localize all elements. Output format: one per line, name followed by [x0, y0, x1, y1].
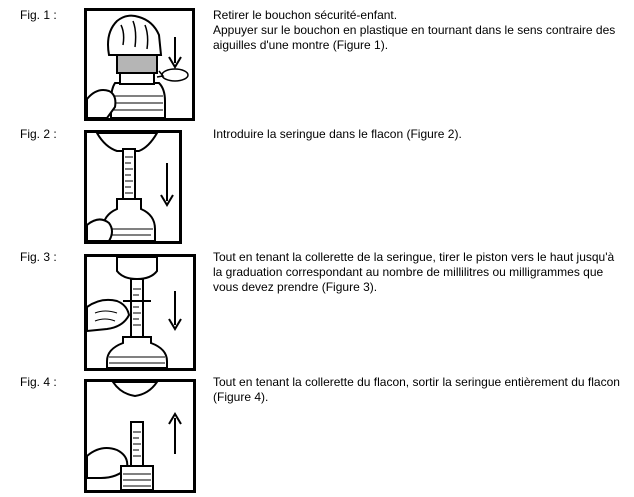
instruction-text: Introduire la seringue dans le flacon (Figure 2). [213, 127, 462, 141]
figure-2-illustration [84, 130, 182, 244]
instruction-text: Tout en tenant la collerette de la seringue, tirer le piston vers le haut jusqu'à la graduation correspondant au nombre de millilitres ou milligrammes que vous devez prendre (Figure 3). [213, 250, 615, 294]
bottle-cap-illustration [87, 11, 192, 118]
syringe-remove-illustration [87, 382, 193, 490]
syringe-insert-illustration [87, 133, 179, 241]
step-2-description [213, 127, 623, 142]
figure-label: Fig. 3 : [20, 250, 57, 264]
step-4-description [213, 375, 623, 405]
instruction-text: Retirer le bouchon sécurité-enfant. [213, 8, 398, 22]
figure-4-illustration [84, 379, 196, 493]
figure-label: Fig. 4 : [20, 375, 57, 389]
figure-label: Fig. 1 : [20, 8, 57, 22]
instruction-text: Appuyer sur le bouchon en plastique en tournant dans le sens contraire des aiguilles d'une montre (Figure 1). [213, 23, 616, 52]
step-1-description [213, 8, 623, 53]
figure-label: Fig. 2 : [20, 127, 57, 141]
syringe-fill-illustration [87, 257, 193, 368]
figure-1-illustration [84, 8, 195, 121]
instruction-text: Tout en tenant la collerette du flacon, sortir la seringue entièrement du flacon (Figure 4). [213, 375, 620, 404]
step-3-description [213, 250, 623, 295]
figure-3-illustration [84, 254, 196, 371]
